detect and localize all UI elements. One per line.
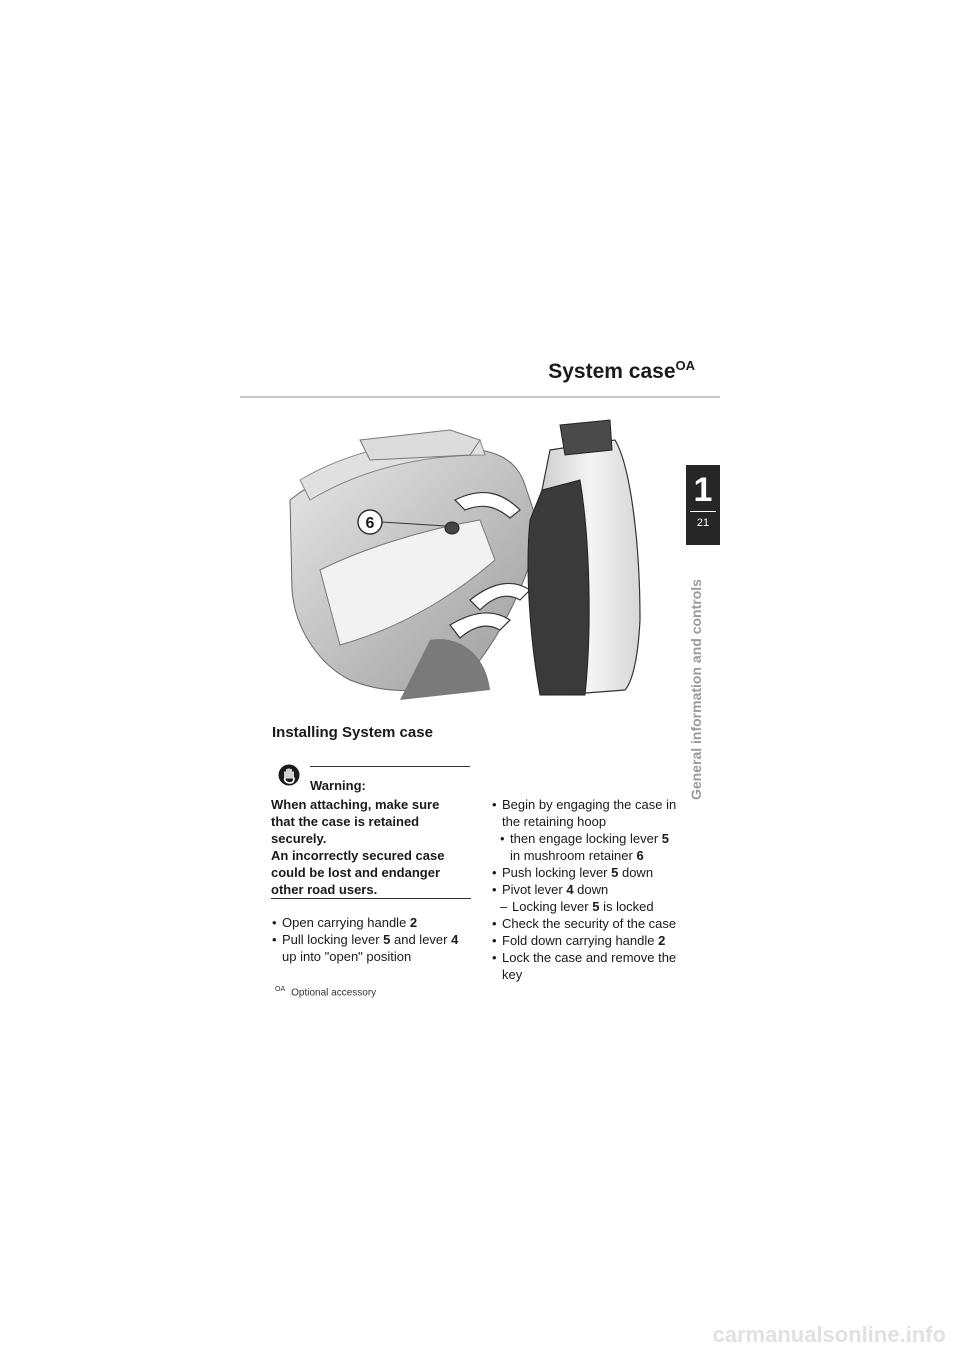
list-item: • Pull locking lever 5 and lever 4 up into "open" position (272, 931, 472, 965)
list-item: • Fold down carrying handle 2 (492, 932, 682, 949)
warning-line: could be lost and endanger (271, 865, 441, 880)
footnote-mark: OA (275, 986, 286, 993)
warning-rule-bottom (271, 898, 471, 899)
warning-hand-icon (278, 764, 300, 786)
chapter-side-label-text: General information and controls (688, 579, 704, 800)
chapter-tab (686, 465, 720, 545)
warning-line: other road users. (271, 882, 378, 897)
reference-number: 5 (611, 865, 619, 880)
list-item: • Check the security of the case (492, 915, 682, 932)
reference-number: 2 (658, 933, 666, 948)
chapter-side-label (686, 579, 706, 800)
mushroom-retainer (445, 522, 459, 534)
reference-number: 5 (661, 831, 670, 846)
reference-number: 4 (451, 932, 459, 947)
reference-number: 4 (566, 882, 574, 897)
title-rule (240, 396, 720, 398)
reference-number: 2 (409, 915, 418, 930)
list-item: • Lock the case and remove the key (492, 949, 682, 983)
chapter-number: 1 (693, 471, 713, 509)
warning-rule-top (310, 766, 470, 767)
list-item: • Begin by engaging the case in the retaining hoop (492, 796, 682, 830)
list-item: • Open carrying handle 2 (272, 914, 472, 931)
reference-number: 5 (383, 932, 391, 947)
luggage-rack (360, 430, 480, 460)
system-case-body (528, 480, 589, 695)
list-item: • Pivot lever 4 down (492, 881, 682, 898)
preparation-steps (272, 914, 472, 965)
result-item: – Locking lever 5 is locked (492, 898, 682, 915)
warning-label: Warning: (310, 778, 366, 793)
reference-number: 6 (636, 848, 644, 863)
system-case-carrying-handle (560, 420, 612, 455)
title-superscript: OA (675, 358, 695, 373)
page-title (548, 360, 695, 384)
page-number: 21 (696, 517, 710, 529)
warning-line: securely. (271, 831, 327, 846)
reference-number: 5 (592, 899, 600, 914)
section-heading: Installing System case (272, 724, 433, 741)
footnote-text: Optional accessory (291, 987, 377, 999)
page-title-text: System case (548, 360, 676, 383)
callout-number-6: 6 (365, 515, 375, 532)
sub-list-item: • then engage locking lever 5 in mushroom retainer 6 (492, 830, 682, 864)
warning-line: When attaching, make sure (271, 797, 440, 812)
list-item: • Push locking lever 5 down (492, 864, 682, 881)
warning-line: that the case is retained (271, 814, 420, 829)
warning-line: An incorrectly secured case (271, 848, 445, 863)
footnote (275, 986, 376, 998)
warning-text (271, 796, 471, 898)
installation-steps (492, 796, 682, 983)
watermark: carmanualsonline.info (712, 1322, 946, 1347)
system-case-illustration (280, 410, 680, 710)
